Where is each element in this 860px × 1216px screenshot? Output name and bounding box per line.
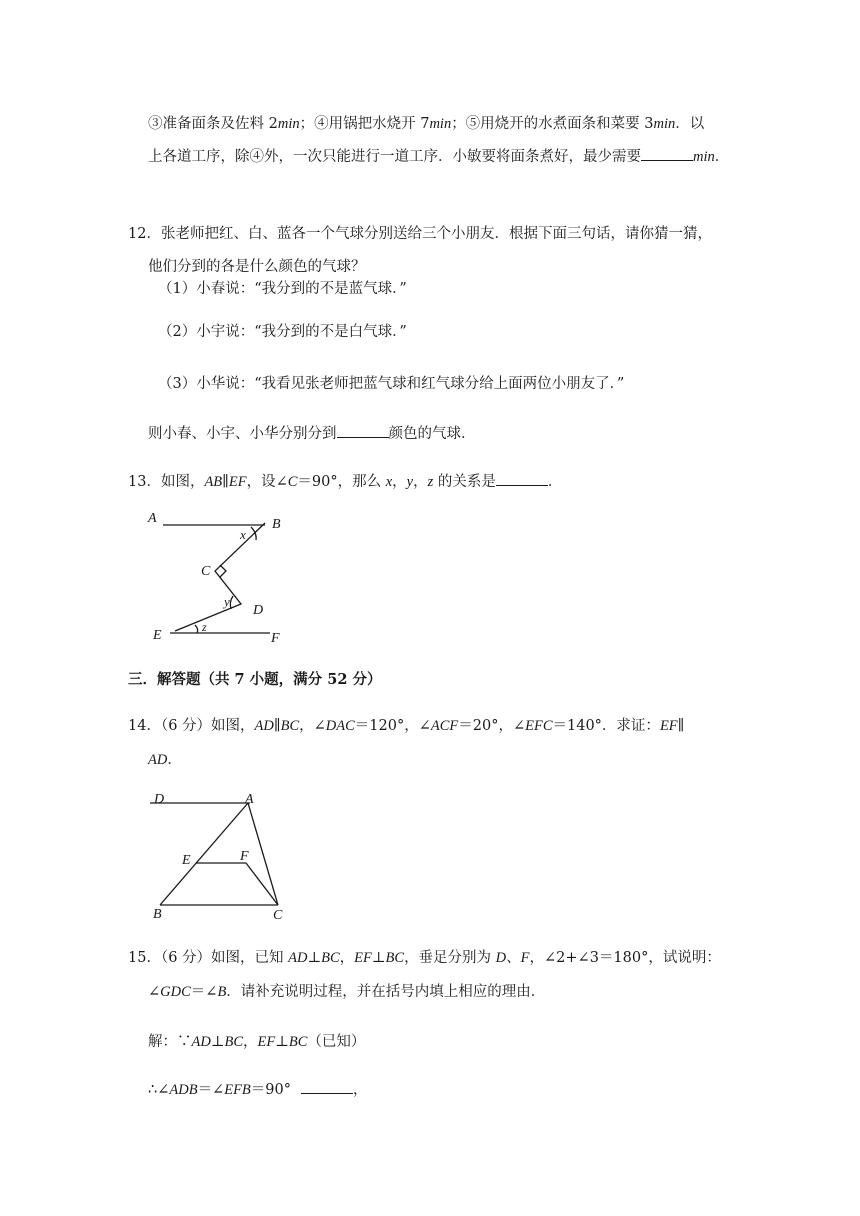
q14-stem-line-1: 14．（6 分）如图，AD∥BC，∠DAC＝120°，∠ACF＝20°，∠EFC＝140°．求证：EF∥ <box>128 718 685 734</box>
label-B: B <box>153 907 162 922</box>
label-z: z <box>202 620 207 634</box>
q12-stem-line-2: 他们分到的各是什么颜色的气球？ <box>148 259 366 275</box>
q11-line-2: 上各道工序，除④外，一次只能进行一道工序．小敏要将面条煮好，最少需要 min． <box>148 145 729 166</box>
answer-blank[interactable] <box>301 1078 353 1094</box>
q12-stem-line-1: 12．张老师把红、白、蓝各一个气球分别送给三个小朋友．根据下面三句话，请你猜一猜， <box>128 226 712 242</box>
answer-blank[interactable] <box>496 470 548 486</box>
line-fc <box>246 863 278 905</box>
section-heading: 三．解答题（共 7 小题，满分 52 分） <box>128 671 382 688</box>
q12-statement-2: （2）小宇说：“我分到的不是白气球．” <box>158 324 407 340</box>
label-D: D <box>154 792 165 807</box>
label-x: x <box>240 527 246 542</box>
label-B: B <box>272 517 281 532</box>
answer-blank[interactable] <box>641 145 693 161</box>
q13-figure <box>145 505 295 645</box>
label-y: y <box>224 594 230 609</box>
q15-solution-line-1: 解：∵AD⊥BC，EF⊥BC（已知） <box>148 1034 366 1050</box>
q12-statement-1: （1）小春说：“我分到的不是蓝气球．” <box>158 281 407 297</box>
label-A: A <box>245 792 254 807</box>
label-E: E <box>153 628 162 643</box>
q15-solution-line-2: ∴∠ADB＝∠EFB＝90° ， <box>148 1078 368 1099</box>
label-D: D <box>253 603 264 618</box>
label-C: C <box>273 908 283 923</box>
label-C: C <box>201 564 211 579</box>
q12-question: 则小春、小宇、小华分别分到 颜色的气球． <box>148 422 476 443</box>
label-E: E <box>182 853 191 868</box>
label-F: F <box>271 631 280 645</box>
right-angle-mark <box>220 565 226 577</box>
q15-stem-line-1: 15．（6 分）如图，已知 AD⊥BC，EF⊥BC，垂足分别为 D、F，∠2+∠3＝180°，试说明： <box>128 950 721 966</box>
q14-stem-line-2: AD． <box>148 752 182 768</box>
line-ac <box>248 803 278 905</box>
q13-stem: 13．如图，AB∥EF，设∠C＝90°，那么 x，y，z 的关系是 ． <box>128 470 562 491</box>
label-A: A <box>148 511 157 526</box>
angle-z-arc <box>195 625 198 633</box>
q14-figure <box>145 785 295 925</box>
q12-statement-3: （3）小华说：“我看见张老师把蓝气球和红气球分给上面两位小朋友了．” <box>158 376 625 392</box>
q15-stem-line-2: ∠GDC＝∠B．请补充说明过程，并在括号内填上相应的理由． <box>148 984 546 1000</box>
q11-line-1: ③准备面条及佐料 2min；④用锅把水烧开 7min；⑤用烧开的水煮面条和菜要 3min．以 <box>148 116 705 132</box>
line-ab <box>160 803 248 905</box>
label-F: F <box>240 849 249 864</box>
answer-blank[interactable] <box>337 422 389 438</box>
